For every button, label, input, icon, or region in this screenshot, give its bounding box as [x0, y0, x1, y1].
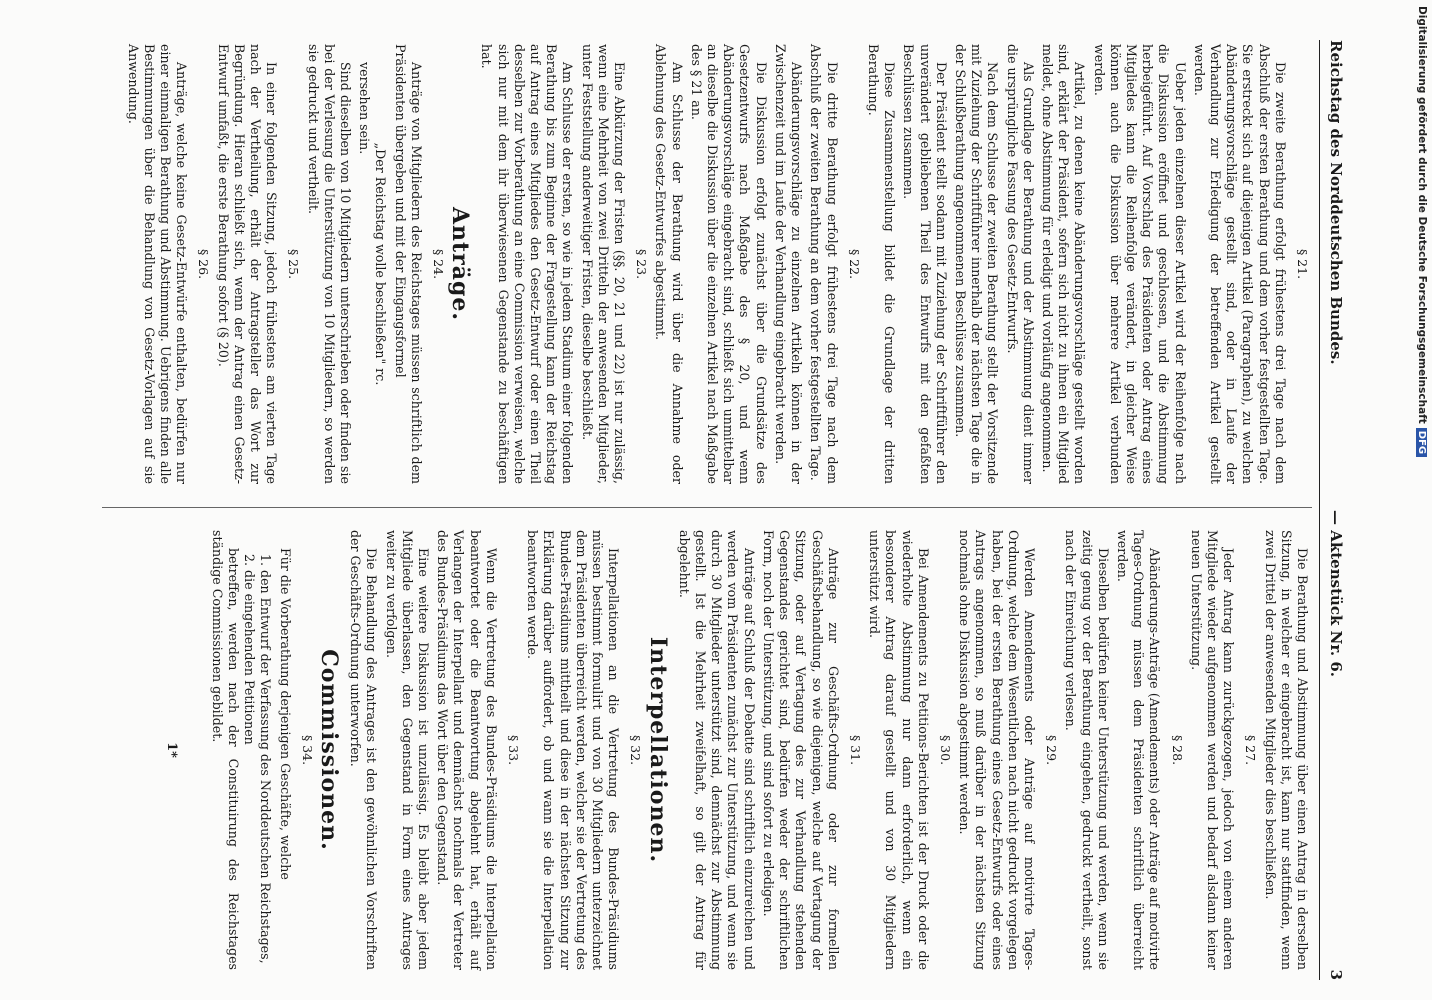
section-number: § 23. [634, 248, 650, 280]
page-number: 3 [1327, 969, 1345, 980]
paragraph-text: Als Grundlage der Berathung und der Abstimmung dient immer die ursprüngliche Fassung des Gesetz-Entwurfs. [1004, 44, 1036, 484]
paragraph-text: Anträge zur Geschäfts-Ordnung oder zur formellen Geschäftsbehandlung, so wie diejenigen, welche auf Vertagung der Sitzung, oder auf Vertagung des zur Verhandlung stehenden Gegenstandes gerichtet sind, bedürfen weder der schriftlichen Form, noch der Unterstützung, und sind sofort zu erledigen. [760, 530, 841, 970]
paragraph-text: Anträge auf Schluß der Debatte sind schriftlich einzureichen und werden vom Präsidenten zunächst zur Unterstützung, und wenn sie durch 30 Mitglieder unterstützt sind, demnächst zur Abstimmung gestellt. Ist die Mehrheit zweifelhaft, so gilt der Antrag für abgelehnt. [676, 530, 757, 970]
paragraph-text: Der Präsident stellt sodann mit Zuziehung der Schriftführer den unverändert gebliebenen Theil des Entwurfs mit den gefaßten Beschlüssen zusammen. [901, 44, 949, 484]
dfg-logo: DFG [1416, 428, 1427, 457]
header-document-number: — Aktenstück Nr. 6. [1327, 510, 1345, 677]
section-number: § 34. [299, 734, 315, 766]
section-number: § 33. [506, 734, 522, 766]
paragraph-text: Diese Zusammenstellung bildet die Grundlage der dritten Berathung. [865, 44, 898, 484]
section-heading: Interpellationen. [644, 636, 671, 864]
paragraph-text: Ueber jeden einzelnen dieser Artikel wird der Reihenfolge nach die Diskussion eröffnet und geschlossen, und die Abstimmung herbeigeführt. Auf Vorschlag des Präsidenten oder Antrag eines Mitgliedes kann die Reihenfolge verändert, in gleicher Weise können auch die Diskussion über mehrere Artikel verbunden werden. [1091, 44, 1188, 484]
paragraph-text: Anträge von Mitgliedern des Reichstages müssen schriftlich dem Präsidenten übergeben und mit der Eingangsformel [392, 44, 424, 484]
section-number: § 27. [1243, 734, 1259, 766]
paragraph-text: Werden Amendements oder Anträge auf motivirte Tages-Ordnung, welche dem Wesentlichen nach nicht gedruckt vorgelegen haben, bei der ersten Berathung eines Gesetz-Entwurfs oder eines Antrags angenommen, so muß darüber in der nächsten Sitzung nochmals ohne Diskussion abgestimmt werden. [957, 530, 1037, 970]
paragraph-text: Die Diskussion erfolgt zunächst über die Grundsätze des Gesetzentwurfs nach Maßgabe des § 20, und wenn Abänderungsvorschläge eingebracht sind, schließt sich unmittelbar an dieselbe die Diskussion über die einzelnen Artikel nach Maßgabe des § 21 an. [688, 44, 769, 484]
section-number: § 22. [846, 248, 862, 280]
right-column [162, 530, 1310, 970]
paragraph-text: Wenn die Vertretung des Bundes-Präsidiums die Interpellation beantwortet oder die Beantwortung abgelehnt hat, erhält auf Verlangen der Interpellant und demnächst nochmals der Vertreter des Bundes-Präsidiums das Wort über den Gegenstand. [435, 530, 499, 970]
paragraph-text: In einer folgenden Sitzung, jedoch frühestens am vierten Tage nach der Vertheilung, erhält der Antragsteller das Wort zur Begründung. Hieran schließt sich, wenn der Antrag einen Gesetz-Entwurf umfaßt, die erste Berathung sofort (§ 20). [215, 44, 280, 484]
section-number: § 31. [847, 734, 863, 766]
paragraph-text: Dieselben bedürfen keiner Unterstützung und werden, wenn sie zeitig genug vor der Berathung eingehen, gedruckt vertheilt, sonst nach der Einreichung verlesen. [1063, 530, 1111, 970]
paragraph-text: Für die Vorberathung derjenigen Geschäfte, welche [277, 548, 293, 880]
paragraph-text: Am Schlusse der ersten, so wie in jedem Stadium einer folgenden Berathung bis zum Beginne der Fragestellung kann der Reichstag auf Antrag eines Mitgliedes den Gesetz-Entwurf oder einen Theil desselben zur Vorberathung an eine Commission verweisen, welche sich nur mit dem ihr überwiesenen Gegenstande zu beschäftigen hat. [479, 44, 576, 484]
paragraph-text: Die zweite Berathung erfolgt frühestens drei Tage nach dem Abschluß der ersten Berathung und dem vorher festgestellten Tage. Sie erstreckt sich auf diejenigen Artikel (Paragraphen), zu welchen Abänderungsvorschläge gestellt sind, oder in Laufe der Verhandlung zur Erledigung der betreffenden Artikel gestellt werden. [1191, 44, 1288, 484]
section-number: § 30. [937, 734, 953, 766]
section-number: § 26. [196, 248, 212, 280]
paragraph-text: Eine weitere Diskussion ist unzulässig. Es bleibt aber jedem Mitgliede überlassen, den Gegenstand in Form eines Antrages weiter zu verfolgen. [383, 530, 432, 970]
section-number: § 28. [1169, 734, 1185, 766]
section-heading: Commissionen. [316, 649, 343, 851]
paragraph-text: Nach dem Schlusse der zweiten Berathung stellt der Vorsitzende mit Zuziehung der Schriftführer innerhalb der nächsten Tage die in der Schlußberathung angenommenen Beschlüsse zusammen. [952, 44, 1001, 484]
paragraph-text: Die Berathung und Abstimmung über einen Antrag in derselben Sitzung, in welcher er eingebracht ist, kann nur stattfinden, wenn zwei Drittel der anwesenden Mitglieder dies beschließen. [1262, 530, 1310, 970]
paragraph-text: Artikel, zu denen keine Abänderungsvorschläge gestellt worden sind, erklärt der Präsident, sofern sich nicht zu ihnen ein Mitglied meldet, ohne Abstimmung für erledigt und vorläufig angenommen. [1039, 44, 1088, 484]
running-header [1319, 40, 1346, 980]
paragraph-text: Die dritte Berathung erfolgt frühestens drei Tage nach dem Abschluß der zweiten Berathung an dem vorher festgestellten Tage. [808, 44, 840, 484]
paragraph-text: versehen sein. [357, 62, 373, 155]
paragraph-text: betreffen, werden nach der Constituirung des Reichstages ständige Commissionen gebildet. [209, 530, 242, 970]
column-divider [102, 507, 1312, 508]
list-item: 2. die eingehenden Petitionen [242, 554, 258, 745]
list-item: 1. den Entwurf der Verfassung des Norddeutschen Reichstages, [258, 554, 274, 964]
paragraph-text: Abänderungsvorschläge zu einzelnen Artikeln können in der Zwischenzeit und im Laufe der Verhandlung eingebracht werden. [772, 44, 805, 484]
paragraph-text: Die Behandlung des Antrages ist den gewöhnlichen Vorschriften der Geschäfts-Ordnung unterworfen. [348, 530, 380, 970]
section-number: § 29. [1044, 734, 1060, 766]
paragraph-text: Sind dieselben von 10 Mitgliedern unterschrieben oder finden sie bei der Verlesung die Unterstützung von 10 Mitgliedern, so werden sie gedruckt und vertheilt. [305, 44, 354, 484]
paragraph-text: Eine Abkürzung der Fristen (§§. 20, 21 und 22) ist nur zulässig, wenn eine Mehrheit von zwei Dritteln der anwesenden Mitglieder, unter Feststellung anderweitiger Fristen, dieselbe beschließt. [579, 44, 628, 484]
section-number: § 32. [628, 734, 644, 766]
section-number: § 24. [431, 248, 447, 280]
signature-mark: 1* [163, 742, 179, 758]
header-title: Reichstag des Norddeutschen Bundes. [1327, 40, 1345, 365]
paragraph-text: Jeder Antrag kann zurückgezogen, jedoch von einem anderen Mitgliede wieder aufgenommen werden und bedarf alsdann keiner neuen Unterstützung. [1188, 530, 1237, 970]
paragraph-text: Interpellationen an die Vertretung des Bundes-Präsidiums müssen bestimmt formulirt und von 30 Mitgliedern unterzeichnet dem Präsidenten überreicht werden, welcher sie der Vertretung des Bundes-Präsidiums mittheilt und diese in der nächsten Sitzung zur Erklärung darüber auffordert, ob und wann sie die Interpellation beantworten werde. [525, 530, 622, 970]
section-number: § 21. [1295, 248, 1310, 280]
section-number: § 25. [286, 248, 302, 280]
left-column [121, 44, 1310, 484]
digitization-note [1406, 6, 1430, 986]
paragraph-text: Bei Amendements zu Petitions-Berichten ist der Druck oder die wiederholte Abstimmung nur dann erforderlich, wenn ein besonderer Antrag darauf gestellt und von 30 Mitgliedern unterstützt wird. [867, 530, 931, 970]
quoted-formula: „Der Reichstag wolle beschließen" rc. [373, 142, 389, 386]
paragraph-text: Abänderungs-Anträge (Amendements) oder Anträge auf motivirte Tages-Ordnung müssen dem Präsidenten schriftlich überreicht werden. [1114, 530, 1163, 970]
paragraph-text: Am Schlusse der Berathung wird über die Annahme oder Ablehnung des Gesetz-Entwurfes abgestimmt. [653, 44, 685, 484]
paragraph-text: Anträge, welche keine Gesetz-Entwürfe enthalten, bedürfen nur einer einmaligen Berathung und Abstimmung. Uebrigens finden alle Bestimmungen über die Behandlung von Gesetz-Vorlagen auf sie Anwendung. [125, 44, 190, 484]
digitization-text: Digitalisierung gefördert durch die Deutsche Forschungsgemeinschaft [1416, 6, 1428, 424]
section-heading: Anträge. [447, 206, 474, 322]
